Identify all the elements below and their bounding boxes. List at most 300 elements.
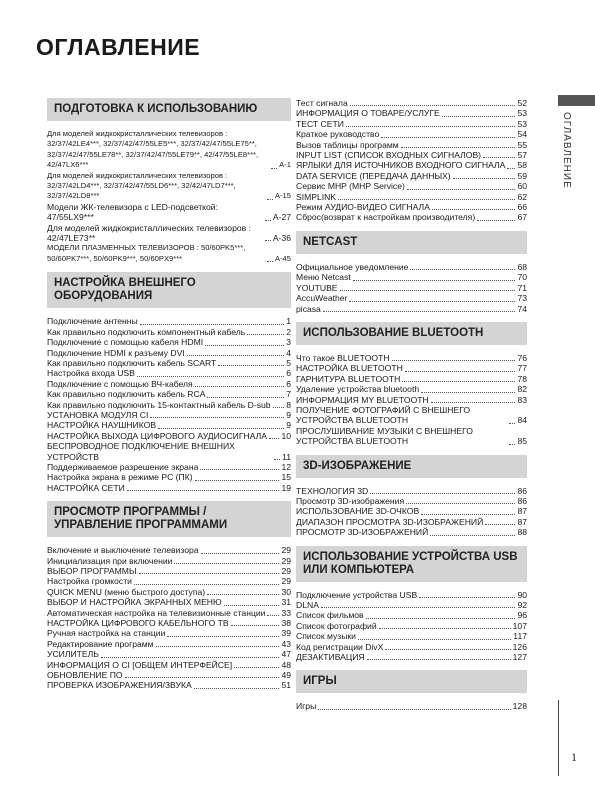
toc-leader-dots: [140, 324, 285, 325]
toc-entry-title: ИНФОРМАЦИЯ О ТОВАРЕ/УСЛУГЕ: [296, 108, 440, 119]
toc-section-header[interactable]: ПРОСМОТР ПРОГРАММЫ / УПРАВЛЕНИЕ ПРОГРАММАМИ: [47, 501, 291, 537]
toc-entry-page: A-45: [274, 253, 291, 263]
toc-leader-dots: [234, 667, 279, 668]
toc-leader-dots: [265, 240, 271, 241]
toc-entry-title: Что такое BLUETOOTH: [296, 352, 390, 363]
toc-entry[interactable]: [47, 420, 291, 430]
toc-leader-dots: [195, 480, 280, 481]
toc-leader-dots: [139, 573, 280, 574]
toc-leader-dots: [231, 625, 280, 626]
toc-entry-page: 53: [517, 108, 527, 119]
toc-leader-dots: [432, 209, 516, 210]
toc-entry-page: 78: [517, 373, 527, 384]
toc-entry-page: 74: [517, 303, 527, 314]
toc-entry[interactable]: [47, 441, 291, 462]
toc-entry[interactable]: [296, 600, 527, 610]
toc-entry-page: 87: [517, 506, 527, 517]
toc-leader-dots: [431, 402, 516, 403]
toc-entry-title: Список музыки: [296, 631, 356, 642]
toc-entry-title: Удаление устройства bluetooth: [296, 384, 420, 395]
toc-entry[interactable]: [296, 374, 527, 384]
toc-entry[interactable]: [47, 618, 291, 628]
toc-entry[interactable]: [47, 597, 291, 607]
toc-leader-dots: [442, 116, 516, 117]
toc-leader-dots: [271, 168, 277, 169]
toc-entry-title: ДИАПАЗОН ПРОСМОТРА 3D-ИЗОБРАЖЕНИЙ: [296, 516, 484, 527]
toc-entry-page: 127: [512, 652, 527, 663]
toc-leader-dots: [150, 417, 284, 418]
toc-entry-page: 117: [513, 631, 527, 642]
toc-entry[interactable]: [296, 405, 527, 426]
toc-entry[interactable]: [296, 212, 527, 222]
toc-leader-dots: [507, 168, 515, 169]
toc-entry-page: 68: [517, 261, 527, 272]
toc-entry-page: 73: [517, 293, 527, 304]
toc-entry-page: 3: [286, 337, 291, 348]
toc-section: [296, 322, 527, 447]
toc-entry-title: Сброс(возврат к настройкам производителя): [296, 212, 476, 223]
toc-entry-page: 58: [517, 160, 527, 171]
toc-entry-title: YOUTUBE: [296, 282, 338, 293]
toc-entry-page: 2: [286, 326, 291, 337]
toc-leader-dots: [483, 157, 515, 158]
toc-entry-page: 59: [517, 170, 527, 181]
toc-section: [47, 98, 291, 264]
side-tab-label: ОГЛАВЛЕНИЕ: [561, 112, 572, 189]
toc-leader-dots: [402, 381, 515, 382]
toc-entry-page: 128: [512, 701, 527, 712]
toc-entry-page: 52: [517, 98, 527, 108]
toc-section-header[interactable]: 3D-ИЗОБРАЖЕНИЕ: [296, 455, 527, 478]
toc-entry[interactable]: [47, 348, 291, 358]
toc-entry-title: Краткое руководство: [296, 129, 380, 140]
toc-entry[interactable]: [296, 181, 527, 191]
toc-entry-page: 19: [281, 482, 291, 493]
toc-section: [296, 546, 527, 663]
toc-section-header[interactable]: НАСТРОЙКА ВНЕШНЕГО ОБОРУДОВАНИЯ: [47, 272, 291, 308]
toc-entry-title: Как правильно подключить компонентный кабель: [47, 326, 246, 337]
toc-leader-dots: [405, 371, 516, 372]
toc-entry[interactable]: [47, 202, 291, 223]
toc-entry[interactable]: [296, 202, 527, 212]
toc-entry-page: 12: [281, 461, 291, 472]
toc-entry-title: Вызов таблицы программ: [296, 139, 399, 150]
toc-entry-page: 6: [286, 378, 291, 389]
toc-entry[interactable]: [47, 660, 291, 670]
toc-leader-dots: [509, 444, 515, 445]
toc-leader-dots: [187, 355, 284, 356]
toc-entry-page: 60: [517, 181, 527, 192]
toc-leader-dots: [127, 490, 280, 491]
toc-entry-title: ПОЛУЧЕНИЕ ФОТОГРАФИЙ С ВНЕШНЕГО УСТРОЙСТВА BLUETOOTH: [296, 404, 471, 426]
toc-entry-title: ОБНОВЛЕНИЕ ПО: [47, 670, 123, 681]
toc-leader-dots: [401, 147, 516, 148]
toc-entry-title: НАСТРОЙКА ЦИФРОВОГО КАБЕЛЬНОГО ТВ: [47, 618, 229, 629]
toc-leader-dots: [267, 199, 273, 200]
toc-leader-dots: [224, 605, 280, 606]
toc-entry[interactable]: [47, 327, 291, 337]
toc-section-header[interactable]: ИГРЫ: [296, 670, 527, 693]
toc-entry[interactable]: [47, 483, 291, 493]
toc-entry-title: DATA SERVICE (ПЕРЕДАЧА ДАННЫХ): [296, 170, 451, 181]
toc-right-column: [296, 98, 527, 720]
toc-entry[interactable]: [296, 150, 527, 160]
toc-entry[interactable]: [296, 119, 527, 129]
toc-section: [296, 670, 527, 711]
toc-entry-page: 107: [512, 620, 527, 631]
toc-entry-title: Подключение антенны: [47, 316, 138, 327]
toc-entry-page: 49: [281, 670, 291, 681]
toc-entry[interactable]: [47, 680, 291, 690]
toc-entry-page: A-36: [272, 233, 291, 244]
toc-entry[interactable]: [47, 243, 291, 264]
toc-entry[interactable]: [47, 368, 291, 378]
toc-leader-dots: [430, 535, 515, 536]
toc-entry-title: Подключение с помощью кабеля HDMI: [47, 337, 204, 348]
toc-entry[interactable]: [47, 670, 291, 680]
toc-entry-page: 88: [517, 527, 527, 538]
toc-entry-title: Для моделей жидкокристаллических телевизоров : 32/37/42LD4***, 32/37/42/47/55LD6***, 32/42/47LD7***, 32/37/42LD8***: [47, 170, 236, 201]
toc-continued-entries: [296, 98, 527, 223]
toc-leader-dots: [247, 334, 284, 335]
toc-entry[interactable]: [47, 566, 291, 576]
toc-entry-title: picasa: [296, 303, 321, 314]
toc-entry-title: Как правильно подключить кабель SCART: [47, 357, 217, 368]
toc-leader-dots: [407, 189, 516, 190]
toc-entry-title: Редактирование программ: [47, 638, 154, 649]
toc-entry-page: 76: [517, 352, 527, 363]
toc-leader-dots: [385, 649, 510, 650]
toc-entry-page: 9: [286, 420, 291, 431]
toc-entry[interactable]: [296, 171, 527, 181]
toc-entry-page: 54: [517, 129, 527, 140]
toc-entry[interactable]: [296, 426, 527, 447]
toc-entry-title: Настройка входа USB: [47, 368, 135, 379]
toc-leader-dots: [353, 280, 516, 281]
toc-entry-page: 29: [281, 576, 291, 587]
toc-entry-title: Подключение с помощью ВЧ-кабеля: [47, 378, 193, 389]
toc-entry[interactable]: [296, 272, 527, 282]
toc-entry-page: 53: [517, 118, 527, 129]
toc-section-header[interactable]: ИСПОЛЬЗОВАНИЕ УСТРОЙСТВА USB ИЛИ КОМПЬЮТЕРА: [296, 546, 527, 582]
toc-leader-dots: [338, 199, 515, 200]
toc-entry-title: НАСТРОЙКА НАУШНИКОВ: [47, 420, 157, 431]
toc-entry-title: ВЫБОР И НАСТРОЙКА ЭКРАННЫХ МЕНЮ: [47, 597, 222, 608]
toc-entry-title: Код регистрации DivX: [296, 641, 384, 652]
toc-leader-dots: [101, 657, 280, 658]
toc-entry-title: Игры: [296, 701, 317, 712]
page-title: ОГЛАВЛЕНИЕ: [36, 34, 201, 60]
toc-entry-page: 85: [517, 436, 527, 447]
toc-entry-page: 55: [517, 139, 527, 150]
toc-entry-title: Как правильно подключить 15-контактный кабель D-sub: [47, 399, 271, 410]
toc-leader-dots: [406, 503, 515, 504]
toc-leader-dots: [194, 688, 280, 689]
toc-entry-title: Сервис MHP (MHP Service): [296, 181, 405, 192]
toc-leader-dots: [273, 407, 285, 408]
toc-entry-page: 29: [281, 555, 291, 566]
toc-entry[interactable]: [47, 472, 291, 482]
toc-entry-page: 87: [517, 516, 527, 527]
toc-leader-dots: [370, 493, 515, 494]
toc-entry-page: 83: [517, 394, 527, 405]
toc-entry-page: 47: [281, 649, 291, 660]
toc-section-header[interactable]: ПОДГОТОВКА К ИСПОЛЬЗОВАНИЮ: [47, 98, 291, 121]
toc-entry-title: ИНФОРМАЦИЯ О CI [ОБЩЕМ ИНТЕРФЕЙСЕ]: [47, 659, 233, 670]
toc-section: [296, 455, 527, 538]
toc-entry-page: 86: [517, 485, 527, 496]
toc-entry-page: 62: [517, 191, 527, 202]
toc-entry-title: ГАРНИТУРА BLUETOOTH: [296, 373, 401, 384]
toc-leader-dots: [158, 428, 284, 429]
page-number: 1: [571, 750, 577, 764]
toc-entry-page: 1: [286, 316, 291, 327]
toc-leader-dots: [350, 105, 516, 106]
toc-entry-page: 31: [281, 597, 291, 608]
toc-entry-page: 15: [281, 472, 291, 483]
toc-entry-title: ДЕЗАКТИВАЦИЯ: [296, 652, 365, 663]
toc-entry-page: 10: [281, 430, 291, 441]
toc-leader-dots: [156, 646, 280, 647]
toc-entry-page: 30: [281, 586, 291, 597]
toc-entry[interactable]: [296, 527, 527, 537]
toc-entry-title: Инициализация при включении: [47, 555, 173, 566]
toc-entry[interactable]: [296, 590, 527, 600]
toc-leader-dots: [419, 597, 515, 598]
toc-entry[interactable]: [47, 628, 291, 638]
toc-entry-page: 38: [281, 618, 291, 629]
toc-entry-title: УСТАНОВКА МОДУЛЯ CI: [47, 409, 149, 420]
footer-divider: [558, 700, 559, 776]
toc-entry-page: 67: [517, 212, 527, 223]
toc-entry-title: Настройка экрана в режиме PC (ПК): [47, 472, 193, 483]
toc-leader-dots: [137, 376, 284, 377]
toc-entry-title: Список фильмов: [296, 610, 364, 621]
toc-entry[interactable]: [296, 160, 527, 170]
toc-entry[interactable]: [47, 462, 291, 472]
toc-entry-title: Подключение HDMI к разъему DVI: [47, 347, 185, 358]
toc-leader-dots: [321, 607, 516, 608]
toc-entry-title: ИСПОЛЬЗОВАНИЕ 3D-ОЧКОВ: [296, 506, 420, 517]
toc-leader-dots: [207, 594, 279, 595]
toc-entry[interactable]: [296, 486, 527, 496]
toc-entry-page: 57: [517, 150, 527, 161]
toc-leader-dots: [265, 220, 271, 221]
toc-entry-title: НАСТРОЙКА ВЫХОДА ЦИФРОВОГО АУДИОСИГНАЛА: [47, 430, 267, 441]
toc-entry[interactable]: [47, 608, 291, 618]
toc-leader-dots: [485, 524, 515, 525]
toc-entry-page: A-1: [279, 160, 291, 170]
toc-section: [47, 501, 291, 691]
toc-entry-page: 6: [286, 368, 291, 379]
toc-entry[interactable]: [296, 395, 527, 405]
toc-entry[interactable]: [296, 517, 527, 527]
toc-entry-title: Меню Netcast: [296, 272, 351, 283]
toc-entry[interactable]: [296, 108, 527, 118]
toc-leader-dots: [125, 677, 280, 678]
toc-entry[interactable]: [296, 262, 527, 272]
toc-entry-title: Настройка громкости: [47, 576, 132, 587]
toc-leader-dots: [269, 438, 279, 439]
toc-entry-title: Автоматическая настройка на телевизионные станции: [47, 607, 266, 618]
toc-entry[interactable]: [47, 129, 291, 171]
toc-entry-title: ТЕСТ СЕТИ: [296, 118, 344, 129]
toc-entry-page: 33: [281, 607, 291, 618]
toc-entry[interactable]: [47, 410, 291, 420]
toc-entry-title: БЕСПРОВОДНОЕ ПОДКЛЮЧЕНИЕ ВНЕШНИХ УСТРОЙСТВ: [47, 441, 235, 462]
toc-entry-title: УСИЛИТЕЛЬ: [47, 649, 99, 660]
toc-entry-page: 8: [286, 399, 291, 410]
toc-entry[interactable]: [296, 506, 527, 516]
toc-entry-page: 92: [517, 600, 527, 610]
toc-entry-title: НАСТРОЙКА СЕТИ: [47, 482, 125, 493]
toc-entry[interactable]: [296, 642, 527, 652]
toc-entry[interactable]: [296, 140, 527, 150]
toc-entry-title: Поддерживаемое разрешение экрана: [47, 461, 199, 472]
toc-entry[interactable]: [47, 556, 291, 566]
toc-entry-title: ТЕХНОЛОГИЯ 3D: [296, 485, 369, 496]
toc-leader-dots: [274, 459, 280, 460]
toc-leader-dots: [200, 469, 279, 470]
toc-leader-dots: [381, 137, 515, 138]
toc-entry[interactable]: [296, 192, 527, 202]
toc-leader-dots: [207, 397, 284, 398]
toc-entry-title: ВЫБОР ПРОГРАММЫ: [47, 566, 137, 576]
toc-leader-dots: [346, 126, 516, 127]
toc-entry-title: ПРОВЕРКА ИЗОБРАЖЕНИЯ/ЗВУКА: [47, 680, 192, 691]
toc-leader-dots: [392, 360, 516, 361]
toc-leader-dots: [453, 178, 516, 179]
toc-entry-page: 29: [281, 545, 291, 556]
toc-entry-page: 43: [281, 638, 291, 649]
toc-entry-page: 90: [517, 589, 527, 600]
toc-leader-dots: [509, 423, 515, 424]
toc-entry[interactable]: [296, 363, 527, 373]
toc-leader-dots: [358, 639, 511, 640]
toc-entry-title: НАСТРОЙКА BLUETOOTH: [296, 363, 403, 374]
toc-entry[interactable]: [47, 400, 291, 410]
toc-entry[interactable]: [296, 353, 527, 363]
toc-leader-dots: [349, 301, 515, 302]
toc-entry-title: МОДЕЛИ ПЛАЗМЕННЫХ ТЕЛЕВИЗОРОВ : 50/60PK5***, 50/60PK7***, 50/60PK9***, 50/60PX9***: [47, 243, 246, 263]
toc-entry-title: Как правильно подключить кабель RCA: [47, 389, 206, 400]
toc-leader-dots: [421, 514, 515, 515]
toc-entry[interactable]: [296, 621, 527, 631]
toc-entry[interactable]: [47, 576, 291, 586]
toc-leader-dots: [205, 345, 284, 346]
toc-entry[interactable]: [296, 631, 527, 641]
toc-entry[interactable]: [47, 316, 291, 326]
toc-entry[interactable]: [47, 639, 291, 649]
toc-entry-page: 4: [286, 347, 291, 358]
toc-entry-page: 51: [281, 680, 291, 691]
toc-entry-page: A-15: [274, 191, 291, 201]
toc-leader-dots: [267, 261, 273, 262]
toc-entry[interactable]: [47, 389, 291, 399]
toc-leader-dots: [421, 392, 515, 393]
toc-leader-dots: [340, 290, 516, 291]
toc-entry[interactable]: [296, 610, 527, 620]
toc-entry[interactable]: [296, 384, 527, 394]
toc-entry-title: Для моделей жидкокристаллических телевизоров : 32/37/42LE4***, 32/37/42/47/55LE5***, 32/37/42/47/55LE75**, 32/37/42/47/55LE78**, 32/37/42/47/55LE79**, 42/47/55LE8***, 42/47LX6***: [47, 129, 259, 170]
toc-entry-page: 71: [517, 282, 527, 293]
toc-entry[interactable]: [296, 293, 527, 303]
toc-entry[interactable]: [296, 496, 527, 506]
toc-entry-page: 96: [517, 610, 527, 621]
toc-entry-title: Официальное уведомление: [296, 261, 409, 272]
toc-entry[interactable]: [296, 304, 527, 314]
toc-leader-dots: [267, 615, 279, 616]
toc-entry-title: Для моделей жидкокристаллических телевизоров : 42/47LE73**: [47, 222, 251, 244]
toc-leader-dots: [218, 365, 284, 366]
toc-entry[interactable]: [296, 129, 527, 139]
toc-entry-title: Список фотографий: [296, 620, 377, 631]
toc-leader-dots: [134, 584, 279, 585]
toc-left-column: [47, 98, 291, 699]
toc-leader-dots: [174, 563, 279, 564]
toc-entry-page: 48: [281, 659, 291, 670]
toc-leader-dots: [379, 628, 511, 629]
toc-entry-title: INPUT LIST (СПИСОК ВХОДНЫХ СИГНАЛОВ): [296, 150, 482, 161]
toc-section-header[interactable]: NETCAST: [296, 231, 527, 254]
toc-entry-page: A-27: [272, 212, 291, 223]
toc-entry[interactable]: [296, 283, 527, 293]
toc-entry[interactable]: [47, 171, 291, 202]
toc-entry-title: ПРОСЛУШИВАНИЕ МУЗЫКИ С ВНЕШНЕГО УСТРОЙСТВА BLUETOOTH: [296, 425, 473, 447]
toc-entry-page: 86: [517, 495, 527, 506]
toc-entry-page: 11: [282, 451, 291, 462]
toc-entry-page: 70: [517, 272, 527, 283]
toc-entry[interactable]: [47, 379, 291, 389]
toc-entry[interactable]: [296, 98, 527, 108]
toc-section: [296, 231, 527, 314]
toc-entry[interactable]: [296, 652, 527, 662]
toc-entry[interactable]: [296, 701, 527, 711]
toc-leader-dots: [410, 269, 515, 270]
toc-entry-title: Просмотр 3D-изображения: [296, 495, 405, 506]
toc-section-header[interactable]: ИСПОЛЬЗОВАНИЕ BLUETOOTH: [296, 322, 527, 345]
toc-entry-page: 5: [286, 357, 291, 368]
toc-section: [47, 272, 291, 493]
toc-entry-title: Подключение устройства USB: [296, 589, 418, 600]
toc-leader-dots: [201, 553, 280, 554]
side-tab-bar: [558, 95, 595, 106]
toc-entry[interactable]: [47, 223, 291, 244]
toc-entry-page: 9: [286, 409, 291, 420]
toc-entry[interactable]: [47, 587, 291, 597]
toc-leader-dots: [318, 709, 510, 710]
toc-entry[interactable]: [47, 545, 291, 555]
toc-entry[interactable]: [47, 358, 291, 368]
toc-entry[interactable]: [47, 431, 291, 441]
toc-entry-title: Режим АУДИО-ВИДЕО СИГНАЛА: [296, 202, 430, 213]
toc-entry-title: Включение и выключение телевизора: [47, 545, 199, 556]
toc-entry-page: 82: [517, 384, 527, 395]
toc-entry-title: Модели ЖК-телевизора с LED-подсветкой: 47/55LX9***: [47, 201, 218, 223]
toc-entry-title: AccuWeather: [296, 293, 348, 304]
toc-entry-title: ЯРЛЫКИ ДЛЯ ИСТОЧНИКОВ ВХОДНОГО СИГНАЛА: [296, 160, 506, 171]
toc-entry[interactable]: [47, 649, 291, 659]
toc-entry[interactable]: [47, 337, 291, 347]
toc-entry-title: Тест сигнала: [296, 98, 348, 108]
toc-entry-title: Ручная настройка на станции: [47, 628, 166, 639]
toc-entry-title: QUICK MENU (меню быстрого доступа): [47, 586, 206, 597]
toc-entry-page: 29: [281, 566, 291, 576]
toc-entry-title: DLNA: [296, 600, 319, 610]
toc-entry-page: 39: [281, 628, 291, 639]
toc-entry-page: 77: [517, 363, 527, 374]
toc-entry-page: 66: [517, 202, 527, 213]
